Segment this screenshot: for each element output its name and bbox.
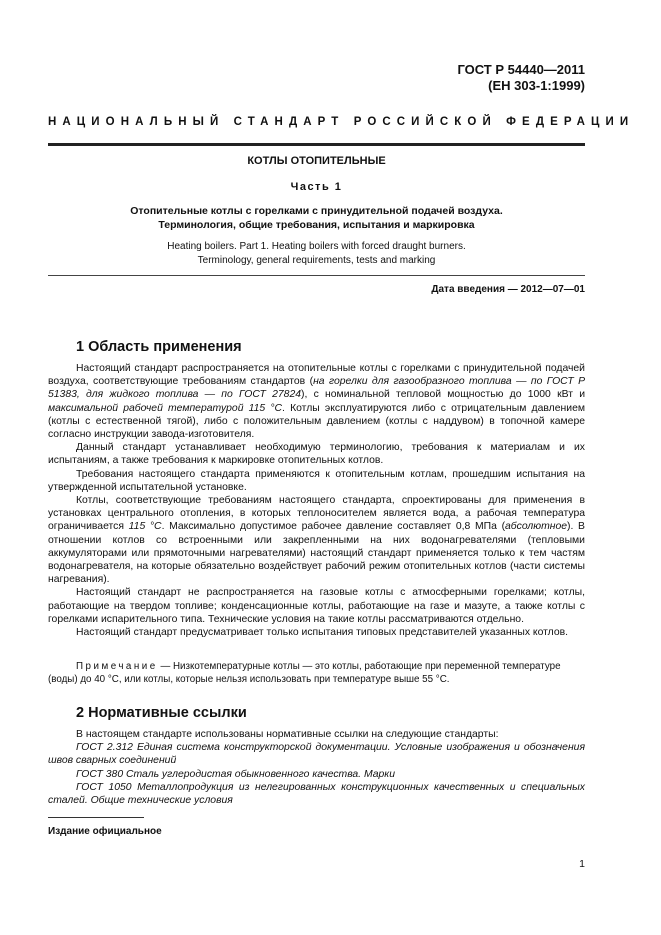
english-title-line-1: Heating boilers. Part 1. Heating boilers with forced draught burners.: [167, 241, 466, 252]
references-intro: В настоящем стандарте использованы нормативные ссылки на следующие стандарты:: [76, 729, 499, 740]
subtitle-line-1: Отопительные котлы с горелками с принудительной подачей воздуха.: [130, 205, 503, 217]
introduction-date: Дата введения — 2012—07—01: [431, 284, 585, 295]
en-standard-code: (ЕН 303-1:1999): [488, 78, 585, 93]
english-title-line-2: Terminology, general requirements, tests and marking: [197, 255, 436, 266]
text-run-italic: абсолютное: [505, 521, 568, 533]
note-paragraph: [48, 660, 585, 686]
text-run: . Котлы эксплуатируются либо с отрицательным давлением (котлы с естественной тягой), либо с положительным давлением (котлы с наддувом) в топочной камере согласно инструкции завода-изготовителя.: [48, 402, 585, 441]
subtitle-line-2: Терминология, общие требования, испытания и маркировка: [158, 219, 475, 231]
reference-text: ГОСТ 1050 Металлопродукция из нелегированных конструкционных качественных и специальных сталей. Общие технические условия: [48, 781, 585, 807]
text-run-italic: максимальной рабочей температурой 115 °С: [48, 402, 283, 414]
footer-divider: [48, 817, 144, 818]
text-run: Котлы, соответствующие требованиям настоящего стандарта, спроектированы для применения в установках центрального отопления, в которых теплоносителем является вода, а рабочая температура ограничивается: [48, 495, 585, 533]
reference-text: ГОСТ 2.312 Единая система конструкторской документации. Условные изображения и обозначения швов сварных соединений: [48, 742, 585, 767]
note-block: [48, 660, 585, 686]
section-1-heading: 1 Область применения: [76, 339, 242, 355]
section-2-body: [48, 728, 585, 807]
scope-paragraph-4: [48, 494, 585, 586]
title-divider: [48, 275, 585, 276]
reference-item: [48, 781, 585, 807]
official-edition-label: Издание официальное: [48, 826, 162, 837]
section-1-body: [48, 362, 585, 639]
section-2-heading: 2 Нормативные ссылки: [76, 705, 247, 721]
text-run-italic: 115 °С: [128, 521, 162, 533]
document-title: КОТЛЫ ОТОПИТЕЛЬНЫЕ: [247, 155, 386, 167]
scope-paragraph-5: Настоящий стандарт не распространяется на газовые котлы с атмосферными горелками; котлы, работающие на твердом топливе; конденсационные котлы, работающие на газе и мазуте, а также котлы с горелками испарительного типа. Технические условия на такие котлы рассматриваются отдельно.: [48, 587, 585, 625]
scope-paragraph-1: [48, 362, 585, 441]
text-run: . Максимально допустимое рабочее давление составляет 0,8 МПа (: [161, 521, 506, 533]
note-text: — Низкотемпературные котлы — это котлы, работающие при переменной температуре (воды) до 40 °С, или котлы, которые нельзя использовать при температуре выше 55 °С.: [48, 661, 561, 685]
standard-code: ГОСТ Р 54440—2011: [457, 62, 585, 77]
national-standard-banner: НАЦИОНАЛЬНЫЙ СТАНДАРТ РОССИЙСКОЙ ФЕДЕРАЦИИ: [48, 116, 635, 128]
scope-paragraph-6: Настоящий стандарт предусматривает только испытания типовых представителей указанных котлов.: [76, 627, 569, 639]
scope-paragraph-3: Требования настоящего стандарта применяются к отопительным котлам, прошедшим испытания на утвержденной испытательной установке.: [48, 468, 585, 493]
text-run-italic: на горелки для газообразного топлива — по ГОСТ Р 51383, для жидкого топлива — по ГОСТ 27824: [48, 376, 586, 401]
part-label: Часть 1: [290, 181, 343, 193]
header-divider: [48, 143, 585, 146]
text-run: ). В отношении котлов со встроенными или закрепленными на них водонагревателями (тепловыми аккумуляторами или прямоточными нагревателями) настоящий стандарт применяется только к тем частям водонагревателя, на которые обязательно воздействует рабочий режим отопительных котлов (части системы нагревания).: [48, 521, 585, 586]
text-run: Настоящий стандарт распространяется на отопительные котлы с горелками с принудительной подачей воздуха, соответствующие требованиям стандартов (: [48, 363, 585, 388]
reference-item: [48, 741, 585, 767]
text-run: ), с номинальной тепловой мощностью до 1000 кВт и: [301, 389, 585, 401]
scope-paragraph-2: Данный стандарт устанавливает необходимую терминологию, требования к материалам и их испытаниям, а также требования к маркировке отопительных котлов.: [48, 442, 585, 467]
reference-item: [48, 768, 585, 781]
reference-text: ГОСТ 380 Сталь углеродистая обыкновенного качества. Марки: [76, 768, 395, 780]
page-number: 1: [579, 858, 585, 870]
note-label: Примечание: [76, 661, 158, 672]
